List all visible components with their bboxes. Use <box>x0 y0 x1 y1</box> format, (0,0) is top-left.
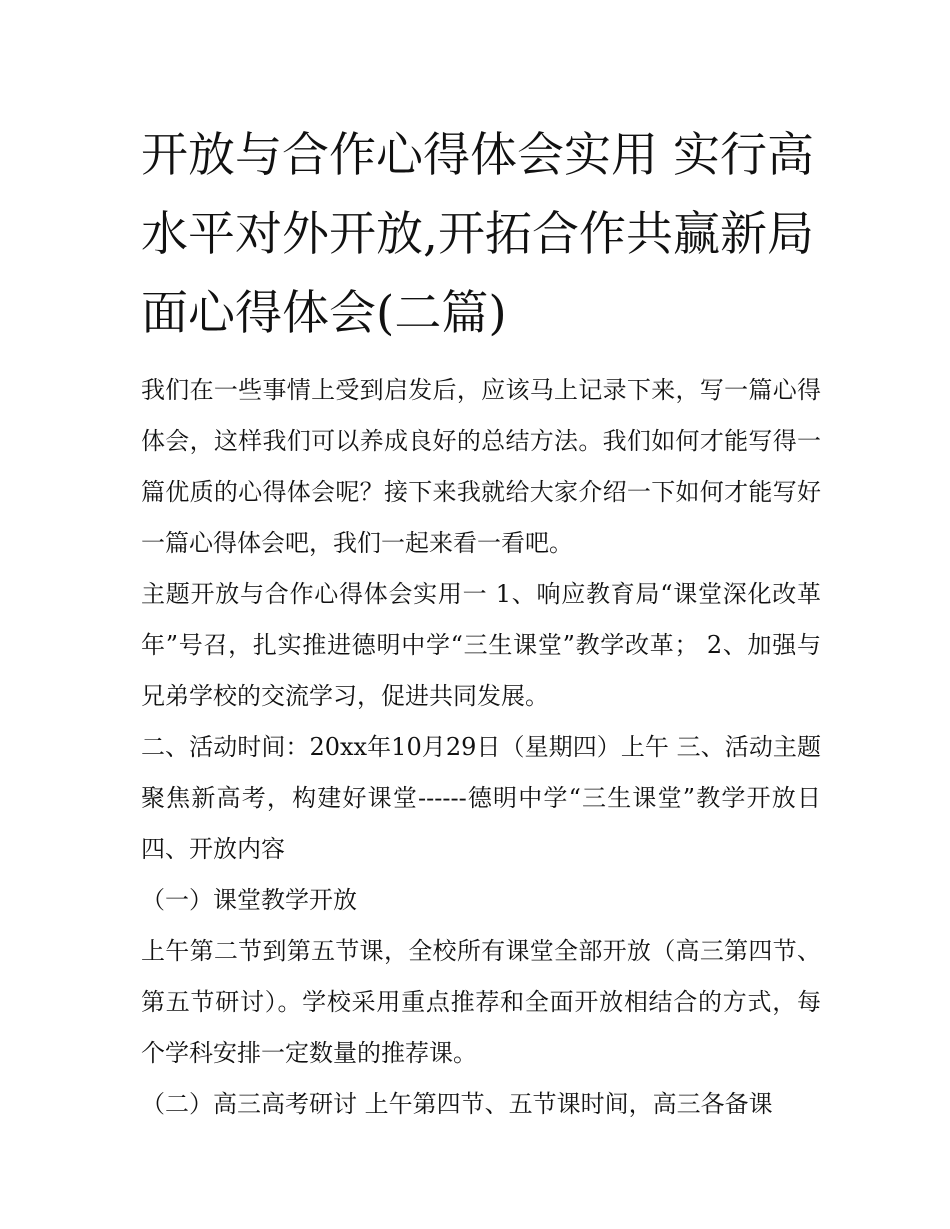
document-title: 开放与合作心得体会实用 实行高水平对外开放,开拓合作共赢新局面心得体会(二篇) <box>141 128 814 341</box>
paragraph-intro: 我们在一些事情上受到启发后，应该马上记录下来，写一篇心得体会，这样我们可以养成良好的总结方法。我们如何才能写得一篇优质的心得体会呢？接下来我就给大家介绍一下如何才能写好一篇心得体会吧，我们一起来看一看吧。 <box>141 376 821 557</box>
paragraph-purpose: 主题开放与合作心得体会实用一 1、响应教育局“课堂深化改革年”号召，扎实推进德明中学“三生课堂”教学改革； 2、加强与兄弟学校的交流学习，促进共同发展。 <box>141 580 821 710</box>
document-body <box>141 116 821 1130</box>
paragraph-senior-research: （二）高三高考研讨 上午第四节、五节课时间，高三各备课 <box>141 1090 773 1118</box>
paragraph-section-heading: （一）课堂教学开放 <box>141 886 357 914</box>
paragraph-time-theme: 二、活动时间：20xx年10月29日（星期四）上午 三、活动主题 聚焦新高考，构建好课堂------德明中学“三生课堂”教学开放日 四、开放内容 <box>141 733 821 863</box>
paragraph-classroom-open: 上午第二节到第五节课，全校所有课堂全部开放（高三第四节、第五节研讨）。学校采用重点推荐和全面开放相结合的方式，每个学科安排一定数量的推荐课。 <box>141 937 821 1067</box>
